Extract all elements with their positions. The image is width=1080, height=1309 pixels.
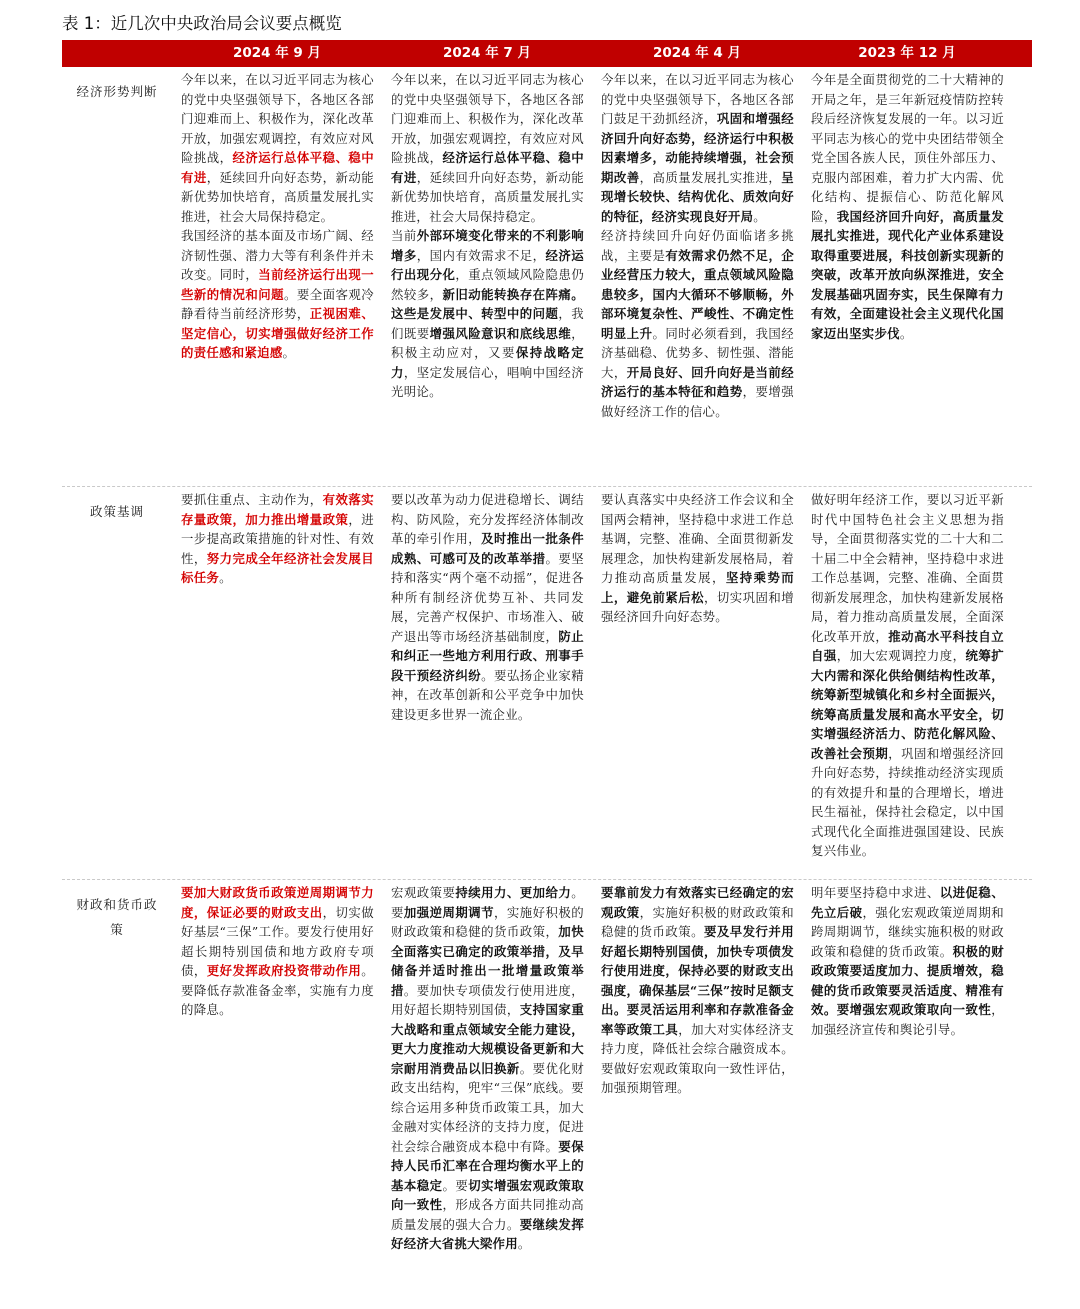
header-2024-09: 2024 年 9 月 xyxy=(232,45,322,61)
body-text: 。 xyxy=(899,325,913,341)
body-text: 。要 xyxy=(391,885,584,920)
cell-2024-04 xyxy=(592,487,802,627)
highlight-text: 经济运行总体平稳、稳中有进 xyxy=(181,150,374,185)
cell-paragraph xyxy=(601,226,794,421)
body-text: ，延续回升向好态势，新动能新优势加快培育，高质量发展扎实推进，社会大局保持稳定。 xyxy=(181,169,374,224)
highlight-text: 当前经济运行出现一些新的情况和问题 xyxy=(181,267,374,302)
body-text: ，坚定发展信心，唱响中国经济光明论。 xyxy=(391,364,584,399)
cell-paragraph xyxy=(391,490,584,724)
bold-text: 要及早发行并用好超长期特别国债，加快专项债发行使用进度，保持必要的财政支出强度，确保基层“三保”按时足额支出。要灵活运用利率和存款准备金率等政策工具 xyxy=(601,924,794,1037)
cell-paragraph xyxy=(391,883,584,1254)
body-text: 。 xyxy=(753,208,766,224)
cell-paragraph xyxy=(181,226,374,363)
table-row xyxy=(62,486,1032,879)
body-text: 我国经济的基本面及市场广阔、经济韧性强、潜力大等有利条件并未改变。同时， xyxy=(181,228,374,282)
bold-text: 积极的财政政策要适度加力、提质增效，稳健的货币政策要灵活适度、精准有效。要增强宏观政策取向一致性 xyxy=(811,943,1004,1017)
bold-text: 坚持乘势而上，避免前紧后松 xyxy=(601,570,794,605)
body-text: 。要降低存款准备金率，实施有力度的降息。 xyxy=(181,963,374,1017)
cell-2023-12 xyxy=(802,487,1012,861)
cell-2024-07 xyxy=(382,487,592,724)
bold-text: 要保持人民币汇率在合理均衡水平上的基本稳定 xyxy=(391,1138,584,1193)
body-text: 今年以来，在以习近平同志为核心的党中央坚强领导下，各地区各部门迎难而上、积极作为，深化改革开放，加强宏观调控，有效应对风险挑战， xyxy=(181,72,374,165)
bold-text: 推动高水平科技自立自强 xyxy=(811,628,1004,663)
body-text: 。同时必须看到，我国经济基础稳、优势多、韧性强、潜能大， xyxy=(601,325,794,380)
cell-paragraph xyxy=(181,70,374,226)
body-text: ，我们既要 xyxy=(391,306,584,341)
body-text: 。要弘扬企业家精神，在改革创新和公平竞争中加快建设更多世界一流企业。 xyxy=(391,667,584,722)
policy-table xyxy=(62,40,1032,1287)
cell-paragraph xyxy=(601,883,794,1098)
bold-text: 加强逆周期调节 xyxy=(403,904,495,920)
highlight-text: 要加大财政货币政策逆周期调节力度，保证必要的财政支出 xyxy=(181,885,374,920)
bold-text: 切实增强宏观政策取向一致性 xyxy=(391,1177,584,1212)
body-text: 。要优化财政支出结构，兜牢“三保”底线。要综合运用多种货币政策工具，加大金融对实体经济的支持力度，促进社会综合融资成本稳中有降。 xyxy=(391,1060,585,1154)
row-label: 财政和货币政策 xyxy=(76,897,158,937)
header-2024-04: 2024 年 4 月 xyxy=(652,45,742,61)
bold-text: 外部环境变化带来的不利影响增多 xyxy=(391,228,584,263)
body-text: ，加大对实体经济支持力度，降低社会综合融资成本。要做好宏观政策取向一致性评估，加强预期管理。 xyxy=(601,1021,794,1095)
bold-text: 有效需求仍然不足，企业经营压力较大，重点领域风险隐患较多，国内大循环不够顺畅，外部环境复杂性、严峻性、不确定性明显上升 xyxy=(601,247,795,341)
bold-text: 增强风险意识和底线思维 xyxy=(429,325,572,341)
cell-paragraph xyxy=(601,70,794,226)
body-text: ，切实做好基层“三保”工作。要发行使用好超长期特别国债和地方政府专项债， xyxy=(181,904,374,978)
cell-paragraph xyxy=(811,70,1004,343)
body-text: ，加大宏观调控力度， xyxy=(836,648,966,663)
highlight-text: 努力完成全年经济社会发展目标任务 xyxy=(181,550,374,585)
bold-text: 新旧动能转换存在阵痛。这些是发展中、转型中的问题 xyxy=(391,286,584,321)
bold-text: 保持战略定力 xyxy=(391,345,584,380)
body-text: ，实施好积极的财政政策和稳健的货币政策， xyxy=(391,904,584,939)
body-text: ，加强经济宣传和舆论引导。 xyxy=(811,1002,1004,1037)
body-text: 。要 xyxy=(442,1177,469,1193)
body-text: ，延续回升向好态势，新动能新优势加快培育，高质量发展扎实推进，社会大局保持稳定。 xyxy=(391,169,584,224)
bold-text: 加快全面落实已确定的政策举措，及早储备并适时推出一批增量政策举措 xyxy=(391,924,584,998)
cell-2024-07 xyxy=(382,880,592,1254)
body-text: 做好明年经济工作，要以习近平新时代中国特色社会主义思想为指导，全面贯彻落实党的二十大和二十届二中全会精神，坚持稳中求进工作总基调，完整、准确、全面贯彻新发展理念，加快构建新发展格局，着力推动高质量发展，全面深化改革开放， xyxy=(811,492,1004,644)
body-text: 。 xyxy=(517,1236,531,1251)
body-text: ，高质量发展扎实推进， xyxy=(639,169,782,185)
header-blank-cell xyxy=(62,40,172,67)
header-2023-12: 2023 年 12 月 xyxy=(858,45,956,61)
highlight-text: 正视困难、坚定信心，切实增强做好经济工作的责任感和紧迫感 xyxy=(181,306,375,360)
body-text: 。 xyxy=(282,345,296,360)
body-text: ，形成各方面共同推动高质量发展的强大合力。 xyxy=(391,1197,584,1232)
body-text: 要认真落实中央经济工作会议和全国两会精神，坚持稳中求进工作总基调，完整、准确、全面贯彻新发展理念，加快构建新发展格局，着力推动高质量发展， xyxy=(601,492,794,585)
cell-paragraph xyxy=(391,70,584,226)
cell-paragraph xyxy=(601,490,794,627)
table-row xyxy=(62,67,1032,486)
bold-text: 支持国家重大战略和重点领域安全能力建设，更大力度推动大规模设备更新和大宗耐用消费品以旧换新 xyxy=(391,1002,585,1076)
cell-2024-09 xyxy=(172,487,382,588)
bold-text: 要继续发挥好经济大省挑大梁作用 xyxy=(391,1216,585,1251)
body-text: 。要坚持和落实“两个毫不动摇”，促进各种所有制经济优势互补、共同发展，完善产权保护、市场准入、破产退出等市场经济基础制度， xyxy=(391,550,584,644)
body-text: 。要加快专项债发行使用进度，用好超长期特别国债， xyxy=(391,982,584,1017)
body-text: ，进一步提高政策措施的针对性、有效性， xyxy=(181,511,374,566)
body-text: 明年要坚持稳中求进、 xyxy=(811,885,940,900)
row-label: 政策基调 xyxy=(89,504,144,519)
body-text: 今年是全面贯彻党的二十大精神的开局之年，是三年新冠疫情防控转段后经济恢复发展的一年。以习近平同志为核心的党中央团结带领全党全国各族人民，顶住外部压力、克服内部困难，着力扩大内需、优化结构、提振信心、防范化解风险， xyxy=(811,72,1004,224)
body-text: ，重点领域风险隐患仍然较多， xyxy=(391,267,585,302)
cell-paragraph xyxy=(181,490,374,588)
cell-2024-07 xyxy=(382,67,592,402)
table-title: 表 1：近几次中央政治局会议要点概览 xyxy=(62,14,342,33)
body-text: ，强化宏观政策逆周期和跨周期调节，继续实施积极的财政政策和稳健的货币政策。 xyxy=(811,904,1004,959)
bold-text: 持续用力、更加给力 xyxy=(455,885,572,900)
header-2024-07: 2024 年 7 月 xyxy=(442,45,532,61)
bold-text: 经济运行总体平稳、稳中有进 xyxy=(391,150,584,185)
body-text: 要以改革为动力促进稳增长、调结构、防风险，充分发挥经济体制改革的牵引作用， xyxy=(391,492,584,546)
bold-text: 以进促稳、先立后破 xyxy=(811,885,1005,920)
bold-text: 呈现增长较快、结构优化、质效向好的特征，经济实现良好开局 xyxy=(601,169,794,224)
body-text: 经济持续回升向好仍面临诸多挑战，主要是 xyxy=(601,228,794,263)
body-text: 当前 xyxy=(391,228,417,243)
bold-text: 防止和纠正一些地方利用行政、刑事手段干预经济纠纷 xyxy=(391,628,584,683)
table-body xyxy=(62,67,1032,1287)
body-text: ，国内有效需求不足， xyxy=(416,247,546,263)
body-text: ，切实巩固和增强经济回升向好态势。 xyxy=(601,589,794,624)
cell-paragraph xyxy=(181,883,374,1020)
cell-2024-04 xyxy=(592,880,802,1098)
body-text: 。 xyxy=(219,570,232,585)
bold-text: 巩固和增强经济回升向好态势，经济运行中积极因素增多，动能持续增强，社会预期改善 xyxy=(601,111,794,185)
bold-text: 开局良好、回升向好是当前经济运行的基本特征和趋势 xyxy=(601,364,794,399)
cell-2023-12 xyxy=(802,67,1012,343)
body-text: 要抓住重点、主动作为， xyxy=(181,492,323,507)
bold-text: 我国经济回升向好，高质量发展扎实推进，现代化产业体系建设取得重要进展，科技创新实现新的突破，改革开放向纵深推进，安全发展基础巩固夯实，民生保障有力有效，全面建设社会主义现代化国家迈出坚实步伐 xyxy=(811,208,1004,341)
cell-2024-09 xyxy=(172,67,382,363)
cell-paragraph xyxy=(811,490,1004,861)
body-text: 今年以来，在以习近平同志为核心的党中央坚强领导下，各地区各部门迎难而上、积极作为，深化改革开放，加强宏观调控，有效应对风险挑战， xyxy=(391,72,584,165)
highlight-text: 有效落实存量政策，加力推出增量政策 xyxy=(181,492,374,527)
cell-2024-04 xyxy=(592,67,802,421)
body-text: ，积极主动应对，又要 xyxy=(391,325,584,360)
cell-2024-09 xyxy=(172,880,382,1020)
body-text: 宏观政策要 xyxy=(391,885,456,900)
bold-text: 经济运行出现分化 xyxy=(391,247,584,282)
bold-text: 统筹扩大内需和深化供给侧结构性改革，统筹新型城镇化和乡村全面振兴，统筹高质量发展和高水平安全，切实增强经济活力、防范化解风险、改善社会预期 xyxy=(811,648,1004,761)
cell-paragraph xyxy=(391,226,584,402)
body-text: ，要增强做好经济工作的信心。 xyxy=(601,384,794,419)
highlight-text: 更好发挥政府投资带动作用 xyxy=(206,963,362,978)
body-text: 今年以来，在以习近平同志为核心的党中央坚强领导下，各地区各部门鼓足干劲抓经济， xyxy=(601,72,794,126)
table-header xyxy=(62,40,1032,67)
cell-2023-12 xyxy=(802,880,1012,1039)
body-text: ，巩固和增强经济回升向好态势，持续推动经济实现质的有效提升和量的合理增长，增进民生福祉，保持社会稳定，以中国式现代化全面推进强国建设、民族复兴伟业。 xyxy=(811,745,1004,858)
cell-paragraph xyxy=(811,883,1004,1039)
body-text: ，实施好积极的财政政策和稳健的货币政策。 xyxy=(601,904,794,939)
body-text: 。要全面客观冷静看待当前经济形势， xyxy=(181,286,374,321)
bold-text: 要靠前发力有效落实已经确定的宏观政策 xyxy=(601,885,794,920)
table-row xyxy=(62,879,1032,1287)
row-label: 经济形势判断 xyxy=(76,84,158,99)
bold-text: 及时推出一批条件成熟、可感可及的改革举措 xyxy=(391,531,584,566)
